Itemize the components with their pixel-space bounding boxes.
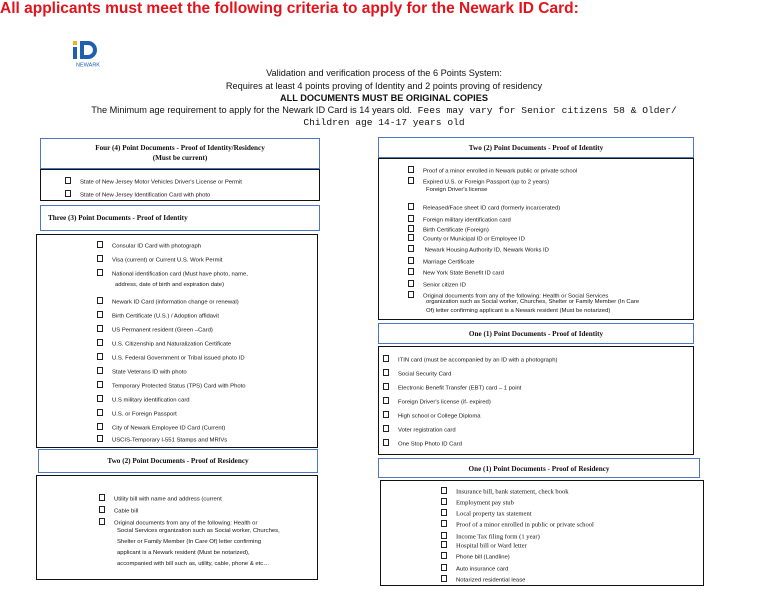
one-point-identity-list xyxy=(378,346,694,455)
intro-line-1: Validation and verification process of the 6 Points System: xyxy=(266,68,502,78)
senior-fee-note: Fees may vary for Senior citizens 58 & Older/ xyxy=(411,105,677,116)
checkbox-icon xyxy=(97,241,103,248)
list-item-text: US Permanent resident (Green –Card) xyxy=(112,327,213,334)
list-item xyxy=(441,541,527,550)
checkbox-icon xyxy=(97,311,103,318)
list-item-text: New York State Benefit ID card xyxy=(423,270,504,277)
list-item xyxy=(441,487,569,496)
list-item xyxy=(383,355,557,364)
list-item xyxy=(97,255,222,264)
list-item xyxy=(97,409,177,418)
list-item-text: Released/Face sheet ID card (formerly incarcerated) xyxy=(423,205,561,212)
list-item-text: Auto insurance card xyxy=(456,566,509,573)
checkbox-icon xyxy=(99,494,105,501)
list-item xyxy=(65,177,242,186)
checkbox-icon xyxy=(441,532,447,539)
list-item-text: Phone bill (Landline) xyxy=(456,554,510,561)
list-item-text: U.S. Federal Government or Tribal issued photo ID xyxy=(112,355,245,362)
list-item xyxy=(97,311,219,320)
list-item xyxy=(408,177,549,186)
one-point-identity-header xyxy=(378,323,694,344)
list-item-text: State Veterans ID with photo xyxy=(112,369,187,376)
checkbox-icon xyxy=(383,439,389,446)
section-title: One (1) Point Documents - Proof of Identity xyxy=(468,330,604,338)
list-item-continued: accompanied with bill such as, utility, cable, phone & etc… xyxy=(117,561,270,567)
list-item-text: Notarized residential lease xyxy=(456,577,526,584)
list-item-text: Employment pay stub xyxy=(456,499,514,507)
list-item xyxy=(408,215,511,224)
checkbox-icon xyxy=(441,575,447,582)
two-point-identity-header xyxy=(378,137,694,158)
list-item-text: Social Security Card xyxy=(398,371,452,378)
intro-line-4 xyxy=(0,105,768,116)
list-item xyxy=(97,325,213,334)
checkbox-icon xyxy=(408,203,414,210)
list-item xyxy=(441,520,594,529)
checkbox-icon xyxy=(441,520,447,527)
three-point-list xyxy=(36,234,318,448)
list-item xyxy=(97,423,225,432)
checkbox-icon xyxy=(97,339,103,346)
one-point-residency-list xyxy=(380,480,704,586)
list-item-text: Senior citizen ID xyxy=(423,282,466,289)
checkbox-icon xyxy=(441,509,447,516)
list-item-text: U.S. Citizenship and Naturalization Certificate xyxy=(112,341,232,348)
section-title: One (1) Point Documents - Proof of Residency xyxy=(468,465,610,473)
section-title: Two (2) Point Documents - Proof of Residency xyxy=(107,457,249,465)
checkbox-icon xyxy=(97,255,103,262)
checkbox-icon xyxy=(97,395,103,402)
checkbox-icon xyxy=(65,177,71,184)
one-point-residency-header xyxy=(378,458,700,478)
list-item-text: Consular ID Card with photograph xyxy=(112,243,202,250)
checkbox-icon xyxy=(97,353,103,360)
section-subtitle: (Must be current) xyxy=(152,154,208,162)
section-title: Three (3) Point Documents - Proof of Identity xyxy=(48,214,188,222)
checkbox-icon xyxy=(408,245,414,252)
checkbox-icon xyxy=(408,291,414,298)
list-item-text: Insurance bill, bank statement, check book xyxy=(456,488,569,496)
list-item-text: Temporary Protected Status (TPS) Card with Photo xyxy=(112,383,246,390)
list-item-text: Income Tax filing form (1 year) xyxy=(456,533,540,541)
list-item-text: Visa (current) or Current U.S. Work Permit xyxy=(112,257,223,264)
intro-line-3: ALL DOCUMENTS MUST BE ORIGINAL COPIES xyxy=(280,93,488,103)
list-item xyxy=(97,395,190,404)
list-item-text: Foreign Driver's license (if- expired) xyxy=(398,399,491,406)
list-item-text: Birth Certificate (U.S.) / Adoption affidavit xyxy=(112,313,219,320)
checkbox-icon xyxy=(408,215,414,222)
list-item xyxy=(99,506,138,515)
checkbox-icon xyxy=(383,425,389,432)
list-item xyxy=(408,280,466,289)
list-item xyxy=(65,190,210,199)
two-point-residency-list xyxy=(36,475,318,580)
checkbox-icon xyxy=(97,297,103,304)
four-point-list xyxy=(40,169,320,201)
list-item xyxy=(97,297,239,306)
list-item-text: Proof of a minor enrolled in public or private school xyxy=(456,521,594,529)
list-item xyxy=(97,381,246,390)
list-item xyxy=(383,369,451,378)
checkbox-icon xyxy=(408,225,414,232)
list-item xyxy=(408,245,549,254)
list-item xyxy=(97,435,227,444)
list-item-text: Marriage Certificate xyxy=(423,259,475,266)
list-item-text: Utility bill with name and address (current xyxy=(114,496,222,503)
checkbox-icon xyxy=(408,268,414,275)
list-item-text: Hospital bill or Ward letter xyxy=(456,542,527,550)
checkbox-icon xyxy=(97,367,103,374)
list-item-text: State of New Jersey Identification Card with photo xyxy=(80,192,211,199)
checkbox-icon xyxy=(408,166,414,173)
list-item-text: City of Newark Employee ID Card (Current) xyxy=(112,425,226,432)
list-item-text: Proof of a minor enrolled in Newark public or private school xyxy=(423,168,578,175)
list-item-text: Birth Certificate (Foreign) xyxy=(423,227,489,234)
list-item-continued: address, date of birth and expiration date) xyxy=(115,282,225,288)
checkbox-icon xyxy=(99,506,105,513)
four-point-header xyxy=(40,138,320,169)
list-item-text: Original documents from any of the following: Health or xyxy=(114,520,258,527)
list-item xyxy=(408,234,525,243)
list-item-continued: Of) letter confirming applicant is a Newark resident (Must be notarized) xyxy=(426,308,611,314)
checkbox-icon xyxy=(441,552,447,559)
list-item-text: U.S military identification card xyxy=(112,397,190,404)
list-item-continued: applicant is a Newark resident (Must be notarized), xyxy=(117,550,250,556)
list-item xyxy=(383,411,481,420)
list-item xyxy=(97,353,245,362)
checkbox-icon xyxy=(441,487,447,494)
checkbox-icon xyxy=(441,541,447,548)
list-item-text: County or Municipal ID or Employee ID xyxy=(423,236,525,243)
list-item-text: Newark Housing Authority ID, Newark Works ID xyxy=(423,247,549,254)
list-item xyxy=(408,166,577,175)
list-item xyxy=(408,268,504,277)
checkbox-icon xyxy=(97,381,103,388)
checkbox-icon xyxy=(383,355,389,362)
list-item xyxy=(97,269,248,278)
two-point-residency-header xyxy=(38,449,318,473)
list-item xyxy=(441,564,508,573)
list-item xyxy=(99,494,222,503)
list-item xyxy=(441,552,510,561)
checkbox-icon xyxy=(441,498,447,505)
list-item xyxy=(408,203,560,212)
age-requirement: The Minimum age requirement to apply for the Newark ID Card is 14 years old. xyxy=(91,105,412,115)
list-item-text: USCIS-Temporary I-551 Stamps and MRIVs xyxy=(112,437,228,444)
list-item xyxy=(408,225,489,234)
checkbox-icon xyxy=(383,369,389,376)
list-item xyxy=(383,439,462,448)
list-item-text: Newark ID Card (information change or renewal) xyxy=(112,299,239,306)
checkbox-icon xyxy=(99,518,105,525)
list-item-text: Foreign military identification card xyxy=(423,217,511,224)
list-item-text: ITIN card (must be accompanied by an ID with a photograph) xyxy=(398,357,558,364)
checkbox-icon xyxy=(97,269,103,276)
newark-id-logo xyxy=(72,38,106,68)
list-item-text: National identification card (Must have photo, name, xyxy=(112,271,248,278)
checkbox-icon xyxy=(383,397,389,404)
list-item-text: U.S. or Foreign Passport xyxy=(112,411,177,418)
list-item xyxy=(97,367,187,376)
list-item-continued: organization such as Social worker, Churches, Shelter or Family Member (In Care xyxy=(426,299,640,305)
list-item-text: Original documents from any of the following: Health or Social Services xyxy=(423,293,609,300)
section-title: Two (2) Point Documents - Proof of Identity xyxy=(468,144,604,152)
list-item-text: Cable bill xyxy=(114,508,139,515)
checkbox-icon xyxy=(408,234,414,241)
intro-line-2: Requires at least 4 points proving of Identity and 2 points proving of residency xyxy=(225,81,543,91)
list-item-continued: Foreign Driver's license xyxy=(426,187,488,193)
checkbox-icon xyxy=(97,423,103,430)
checkbox-icon xyxy=(383,383,389,390)
list-item-text: One Stop Photo ID Card xyxy=(398,441,462,448)
checkbox-icon xyxy=(97,435,103,442)
checkbox-icon xyxy=(408,177,414,184)
list-item xyxy=(383,383,521,392)
list-item xyxy=(97,241,201,250)
list-item xyxy=(441,532,540,541)
list-item xyxy=(441,575,525,584)
checkbox-icon xyxy=(97,325,103,332)
checkbox-icon xyxy=(383,411,389,418)
list-item xyxy=(383,397,491,406)
list-item xyxy=(97,339,231,348)
section-title: Four (4) Point Documents - Proof of Identity/Residency xyxy=(95,144,265,152)
intro-line-5: Children age 14-17 years old xyxy=(303,117,465,128)
checkbox-icon xyxy=(65,190,71,197)
list-item xyxy=(441,498,514,507)
list-item-text: State of New Jersey Motor Vehicles Driver's License or Permit xyxy=(80,179,242,186)
list-item-continued: Social Services organization such as Social worker, Churches, xyxy=(117,528,280,534)
logo-city: NEWARK xyxy=(76,62,100,68)
list-item xyxy=(383,425,456,434)
three-point-header xyxy=(40,205,320,231)
page-title: All applicants must meet the following criteria to apply for the Newark ID Card: xyxy=(0,0,579,17)
list-item-text: Electronic Benefit Transfer (EBT) card – 1 point xyxy=(398,385,522,392)
list-item-text: Voter registration card xyxy=(398,427,456,434)
checkbox-icon xyxy=(441,564,447,571)
list-item-continued: Shelter or Family Member (In Care Of) letter confirming xyxy=(117,539,262,545)
list-item-text: High school or College Diploma xyxy=(398,413,481,420)
checkbox-icon xyxy=(408,257,414,264)
checkbox-icon xyxy=(408,280,414,287)
list-item xyxy=(441,509,532,518)
list-item-text: Local property tax statement xyxy=(456,510,532,518)
checkbox-icon xyxy=(97,409,103,416)
two-point-identity-list xyxy=(378,158,694,320)
list-item xyxy=(99,518,257,527)
list-item-text: Expired U.S. or Foreign Passport (up to 2 years) xyxy=(423,179,550,186)
list-item xyxy=(408,257,474,266)
